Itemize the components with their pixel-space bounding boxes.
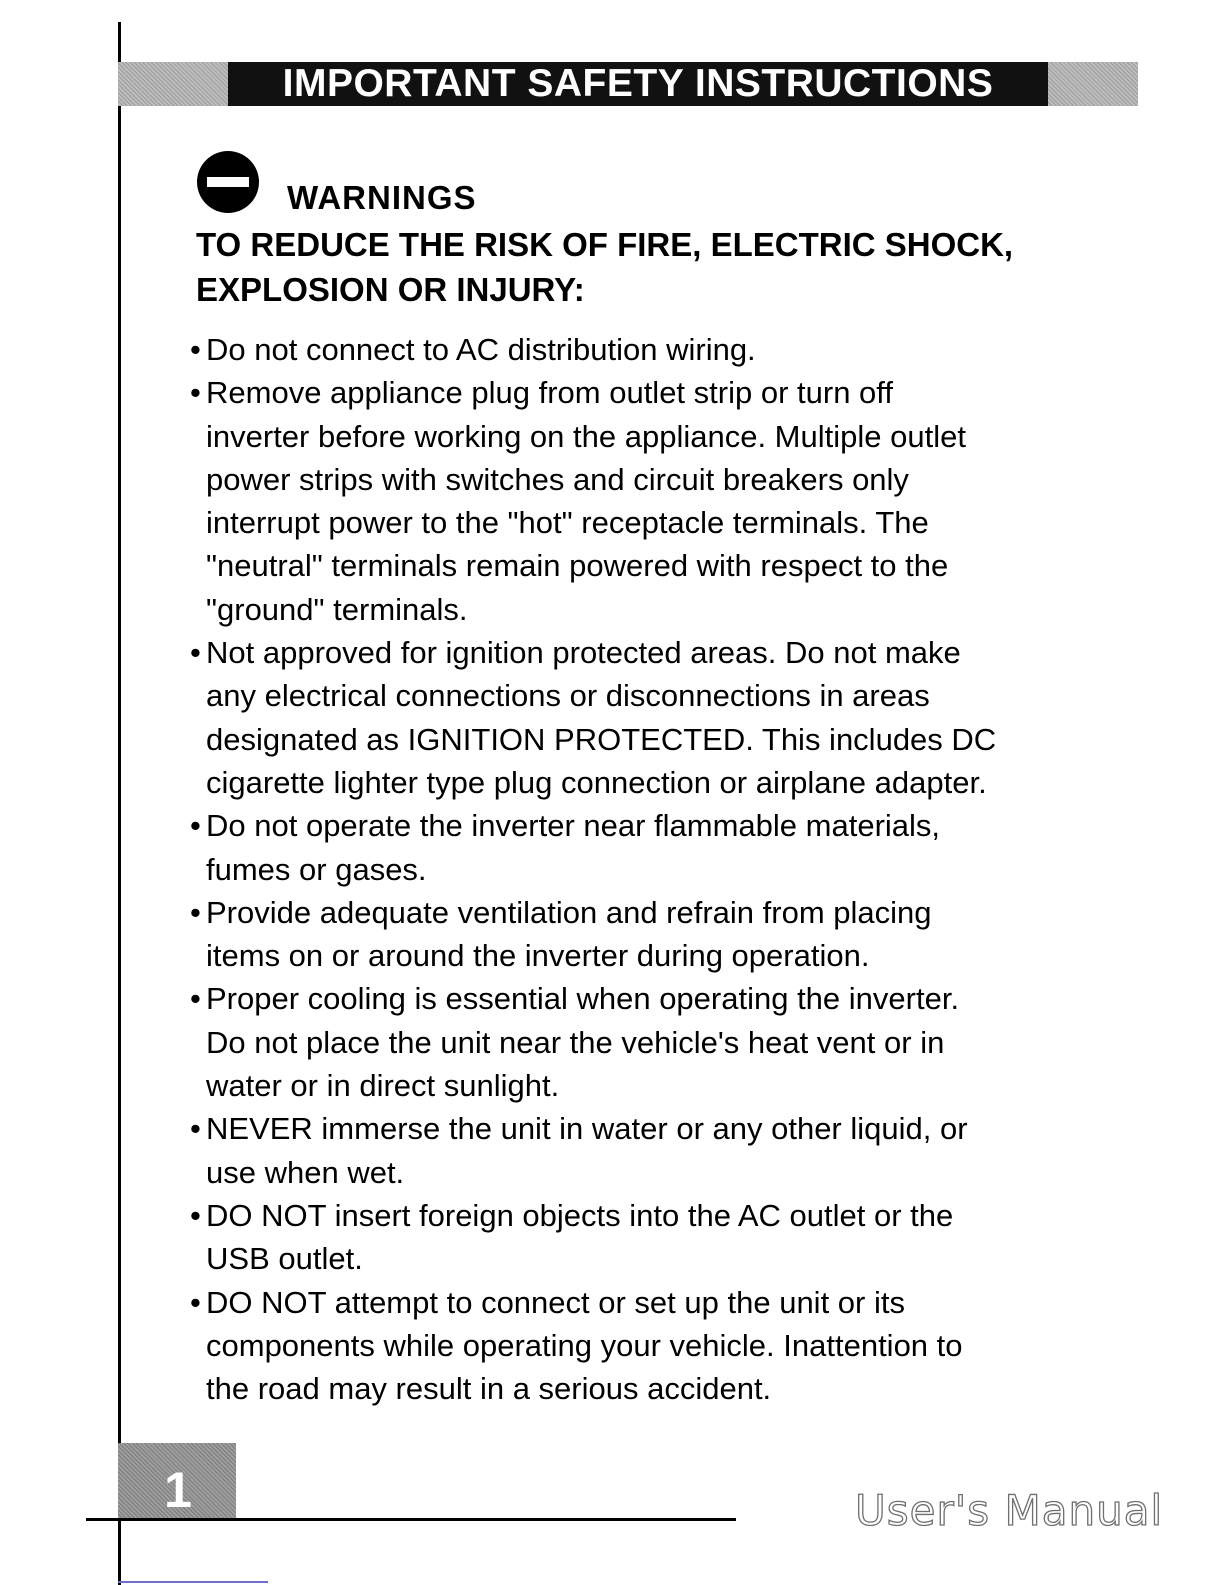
bullet-mark: • bbox=[190, 1197, 201, 1233]
footer-rule bbox=[86, 1518, 736, 1521]
warning-item-line: "neutral" terminals remain powered with respect to the bbox=[206, 548, 949, 584]
warning-item bbox=[190, 804, 1125, 891]
warning-item bbox=[190, 1281, 1125, 1411]
warning-item bbox=[190, 891, 1125, 978]
warning-item-line: any electrical connections or disconnections in areas bbox=[206, 678, 930, 714]
warning-item-line: "ground" terminals. bbox=[206, 591, 468, 627]
bullet-mark: • bbox=[190, 981, 201, 1017]
warning-subheading-line: EXPLOSION OR INJURY: bbox=[196, 271, 585, 308]
warning-item-line: inverter before working on the appliance. Multiple outlet bbox=[206, 418, 966, 454]
warning-item-line: DO NOT insert foreign objects into the AC outlet or the bbox=[206, 1197, 954, 1233]
warning-item-line: Not approved for ignition protected areas. Do not make bbox=[206, 635, 961, 671]
no-entry-icon bbox=[196, 150, 260, 214]
warning-item-line: water or in direct sunlight. bbox=[206, 1068, 560, 1104]
warning-item-line: cigarette lighter type plug connection or airplane adapter. bbox=[206, 764, 987, 800]
warning-item-line: power strips with switches and circuit breakers only bbox=[206, 461, 909, 497]
bullet-mark: • bbox=[190, 894, 201, 930]
manual-label: User's Manual bbox=[855, 1486, 1164, 1535]
warning-item-line: Do not place the unit near the vehicle's heat vent or in bbox=[206, 1024, 945, 1060]
warning-item-line: DO NOT attempt to connect or set up the unit or its bbox=[206, 1284, 905, 1320]
warning-list bbox=[190, 328, 1125, 1410]
warning-subheading bbox=[196, 222, 1013, 312]
warning-item-line: use when wet. bbox=[206, 1154, 405, 1190]
warnings-heading: WARNINGS bbox=[287, 179, 477, 216]
warning-item bbox=[190, 977, 1125, 1107]
warning-item-line: Do not connect to AC distribution wiring. bbox=[206, 332, 756, 367]
warning-item-line: interrupt power to the "hot" receptacle terminals. The bbox=[206, 505, 929, 541]
warning-item-line: Provide adequate ventilation and refrain from placing bbox=[206, 894, 932, 930]
warning-item-line: fumes or gases. bbox=[206, 851, 427, 887]
bullet-mark: • bbox=[190, 375, 201, 411]
warning-subheading-line: TO REDUCE THE RISK OF FIRE, ELECTRIC SHOCK, bbox=[196, 226, 1014, 263]
page-number: 1 bbox=[164, 1462, 192, 1518]
warning-item bbox=[190, 328, 1125, 371]
warning-item-line: items on or around the inverter during operation. bbox=[206, 938, 870, 974]
warning-item bbox=[190, 1194, 1125, 1281]
bullet-mark: • bbox=[190, 1111, 201, 1147]
bullet-mark: • bbox=[190, 808, 201, 844]
warning-item bbox=[190, 1107, 1125, 1194]
warning-item-line: NEVER immerse the unit in water or any other liquid, or bbox=[206, 1111, 968, 1147]
left-margin-rule bbox=[118, 22, 121, 1585]
warning-item-line: the road may result in a serious accident. bbox=[206, 1371, 772, 1407]
warning-item bbox=[190, 631, 1125, 804]
bottom-edge-mark bbox=[118, 1581, 268, 1583]
warning-item-line: Remove appliance plug from outlet strip or turn off bbox=[206, 375, 893, 411]
bullet-mark: • bbox=[190, 635, 201, 671]
warning-item-line: components while operating your vehicle. Inattention to bbox=[206, 1327, 963, 1363]
warning-item-line: Proper cooling is essential when operating the inverter. bbox=[206, 981, 960, 1017]
warning-item-line: designated as IGNITION PROTECTED. This includes DC bbox=[206, 721, 997, 757]
warning-item-line: USB outlet. bbox=[206, 1241, 363, 1277]
warning-item bbox=[190, 371, 1125, 631]
warning-item-line: Do not operate the inverter near flammable materials, bbox=[206, 808, 941, 844]
bullet-mark: • bbox=[190, 332, 201, 367]
page-title: IMPORTANT SAFETY INSTRUCTIONS bbox=[228, 62, 1048, 106]
bullet-mark: • bbox=[190, 1284, 201, 1320]
